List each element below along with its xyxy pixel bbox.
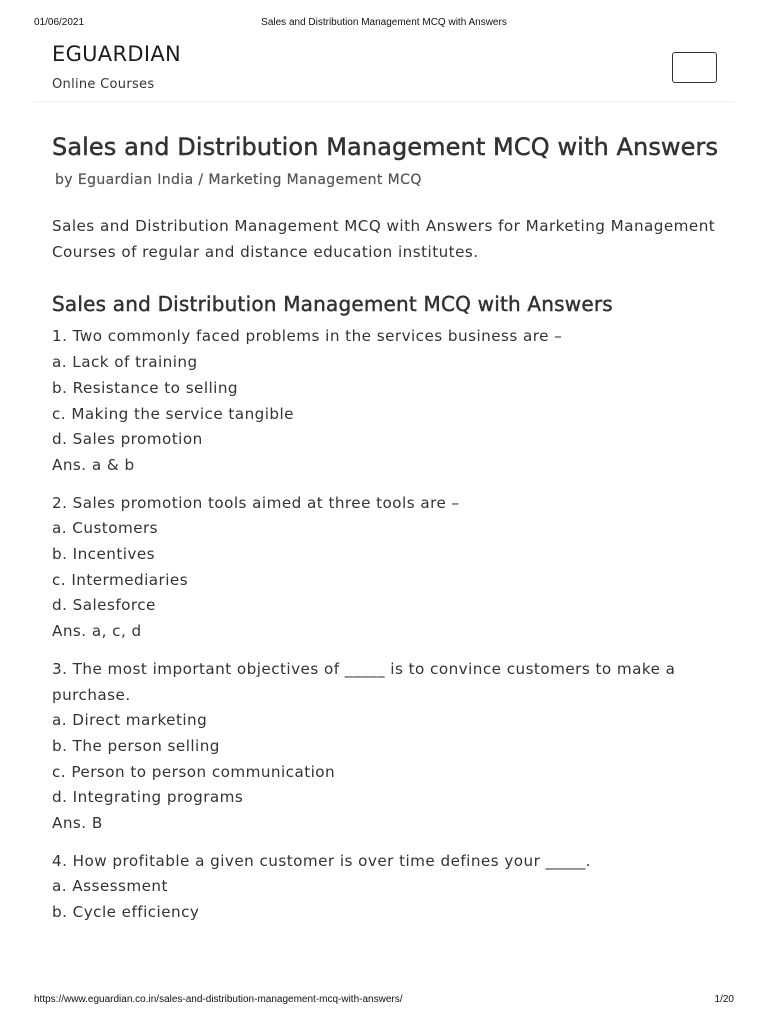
question-block-2 (52, 491, 732, 645)
question-text: 1. Two commonly faced problems in the services business are – (52, 327, 563, 346)
article-title: Sales and Distribution Management MCQ with Answers (52, 133, 719, 161)
section-heading: Sales and Distribution Management MCQ with Answers (52, 292, 613, 317)
option-d: d. Sales promotion (52, 430, 203, 449)
print-header (0, 17, 768, 31)
option-d: d. Salesforce (52, 596, 156, 615)
menu-toggle-button[interactable] (672, 52, 717, 83)
option-c: c. Intermediaries (52, 570, 189, 589)
print-date: 01/06/2021 (34, 17, 85, 28)
print-url[interactable]: https://www.eguardian.co.in/sales-and-distribution-management-mcq-with-answers/ (34, 994, 403, 1005)
question-block-3 (52, 657, 732, 837)
question-text: 4. How profitable a given customer is over time defines your _____. (52, 851, 592, 870)
option-b: b. The person selling (52, 736, 220, 755)
option-a: a. Lack of training (52, 353, 198, 372)
question-block-1 (52, 324, 732, 478)
option-a: a. Customers (52, 519, 159, 538)
site-header (34, 40, 734, 102)
option-d: d. Integrating programs (52, 788, 244, 807)
option-a: a. Assessment (52, 877, 168, 896)
option-c: c. Making the service tangible (52, 404, 294, 423)
question-text: 2. Sales promotion tools aimed at three tools are – (52, 493, 460, 512)
site-title[interactable]: EGUARDIAN (52, 42, 182, 66)
option-b: b. Cycle efficiency (52, 903, 200, 922)
answer: Ans. a & b (52, 455, 135, 474)
option-c: c. Person to person communication (52, 762, 336, 781)
option-b: b. Incentives (52, 545, 155, 564)
answer: Ans. a, c, d (52, 622, 142, 641)
print-page-number: 1/20 (714, 994, 734, 1005)
article-intro: Sales and Distribution Management MCQ with Answers for Marketing Management Courses of regular and distance education institutes. (52, 217, 716, 261)
answer: Ans. B (52, 814, 103, 833)
option-b: b. Resistance to selling (52, 378, 239, 397)
article-meta: by Eguardian India / Marketing Management MCQ (55, 172, 422, 188)
question-text: 3. The most important objectives of _____ is to convince customers to make a purchase. (52, 659, 676, 704)
print-footer (0, 994, 768, 1008)
site-tagline: Online Courses (52, 77, 155, 92)
print-title: Sales and Distribution Management MCQ with Answers (261, 17, 507, 28)
article-content (52, 128, 732, 926)
question-block-4 (52, 849, 732, 926)
option-a: a. Direct marketing (52, 711, 208, 730)
